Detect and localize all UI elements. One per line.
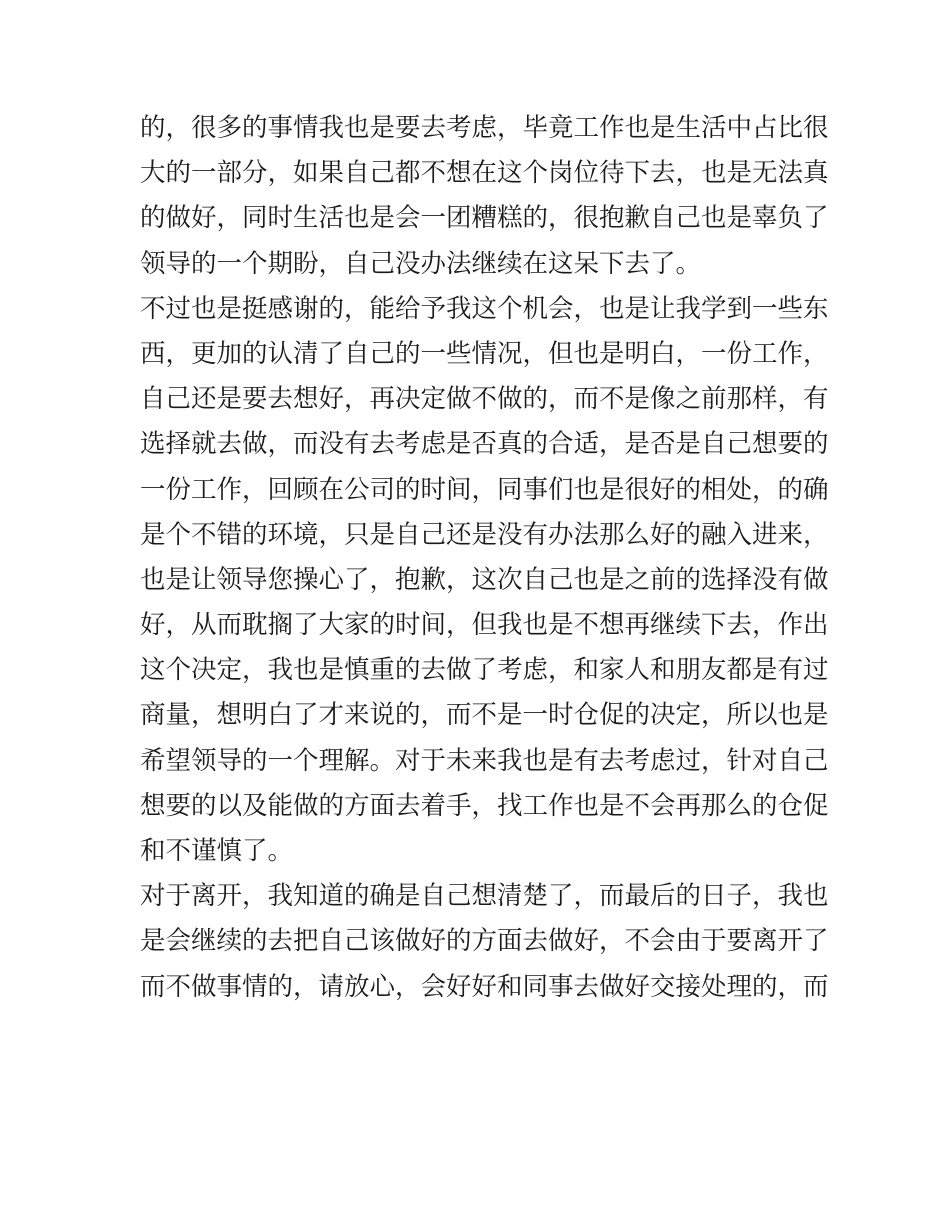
text-line: 商量，想明白了才来说的，而不是一时仓促的决定，所以也是 xyxy=(140,700,829,731)
text-line: 好，从而耽搁了大家的时间，但我也是不想再继续下去，作出 xyxy=(140,610,829,641)
text-line: 自己还是要去想好，再决定做不做的，而不是像之前那样，有 xyxy=(140,384,829,415)
text-line: 领导的一个期盼，自己没办法继续在这呆下去了。 xyxy=(140,248,702,279)
text-line: 的做好，同时生活也是会一团糟糕的，很抱歉自己也是辜负了 xyxy=(140,203,829,234)
text-line: 是会继续的去把自己该做好的方面去做好，不会由于要离开了 xyxy=(140,926,829,957)
text-line: 和不谨慎了。 xyxy=(140,836,294,866)
text-line: 这个决定，我也是慎重的去做了考虑，和家人和朋友都是有过 xyxy=(140,655,829,686)
text-line: 也是让领导您操心了，抱歉，这次自己也是之前的选择没有做 xyxy=(140,564,829,595)
text-line: 一份工作，回顾在公司的时间，同事们也是很好的相处，的确 xyxy=(140,474,829,505)
text-line: 不过也是挺感谢的，能给予我这个机会，也是让我学到一些东 xyxy=(140,293,829,324)
text-line: 想要的以及能做的方面去着手，找工作也是不会再那么的仓促 xyxy=(140,790,829,821)
body-text xyxy=(140,106,829,1010)
text-line: 的，很多的事情我也是要去考虑，毕竟工作也是生活中占比很 xyxy=(140,113,829,143)
text-line: 希望领导的一个理解。对于未来我也是有去考虑过，针对自己 xyxy=(140,745,829,776)
text-line: 大的一部分，如果自己都不想在这个岗位待下去，也是无法真 xyxy=(140,158,829,189)
text-line: 选择就去做，而没有去考虑是否真的合适，是否是自己想要的 xyxy=(140,429,829,460)
text-line: 是个不错的环境，只是自己还是没有办法那么好的融入进来， xyxy=(140,519,829,550)
text-line: 对于离开，我知道的确是自己想清楚了，而最后的日子，我也 xyxy=(140,881,829,912)
text-line: 西，更加的认清了自己的一些情况，但也是明白，一份工作， xyxy=(140,338,829,369)
text-line: 而不做事情的，请放心，会好好和同事去做好交接处理的，而 xyxy=(140,971,829,1002)
